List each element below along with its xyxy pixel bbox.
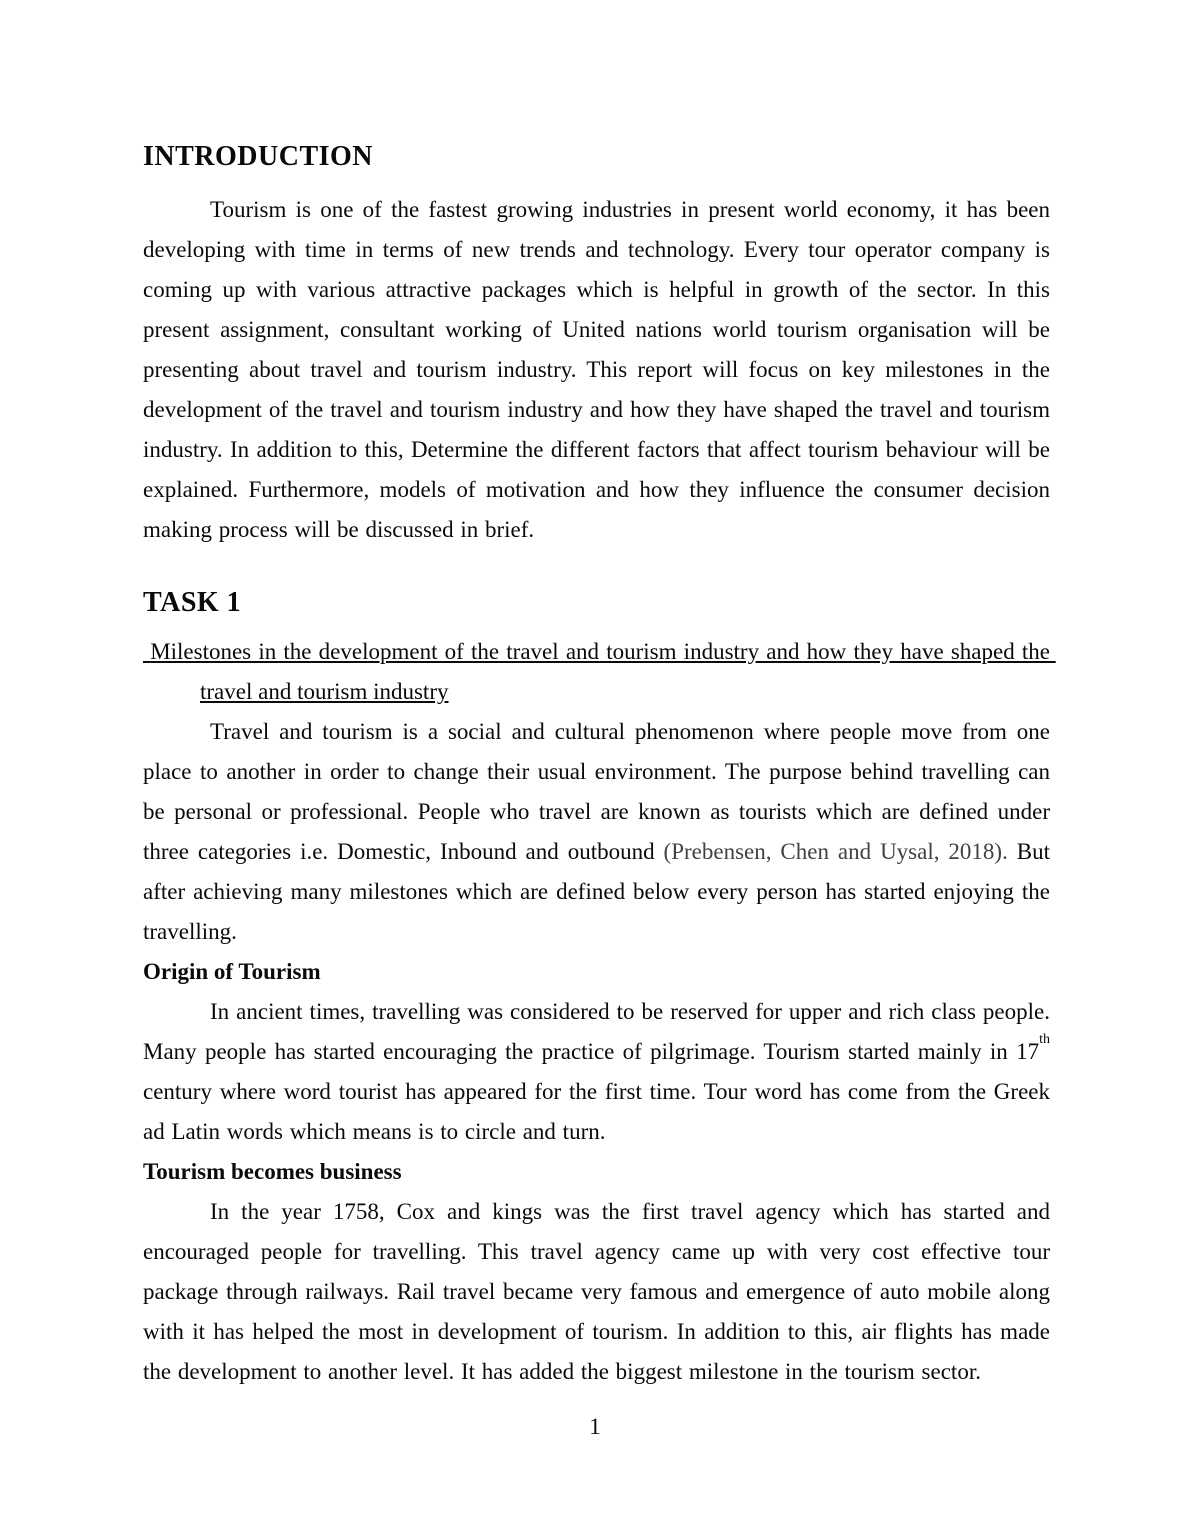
page-number: 1 [589,1414,601,1439]
ordinal-superscript-th: th [1039,1031,1050,1048]
task1-paragraph-text-before-citation: Travel and tourism is a social and cultural phenomenon where people move from one place to another in order to change their usual environment. The purpose behind travelling can be personal or professional. People who travel are known as tourists which are defined under three categories i.e. Domestic, Inbound and outbound [143,719,1050,864]
subsection-heading-origin-of-tourism: Origin of Tourism [143,959,321,984]
subsection-heading-tourism-becomes-business: Tourism becomes business [143,1159,402,1184]
origin-paragraph-text-after-superscript: century where word tourist has appeared for the first time. Tour word has come from the Greek ad Latin words which means is to circle and turn. [143,1079,1050,1144]
citation-prebensen-chen-uysal: (Prebensen, Chen and Uysal, 2018). [663,839,1008,864]
introduction-paragraph: Tourism is one of the fastest growing industries in present world economy, it has been developing with time in terms of new trends and technology. Every tour operator company is coming up with various attractive packages which is helpful in growth of the sector. In this present assignment, consultant working of United nations world tourism organisation will be presenting about travel and tourism industry. This report will focus on key milestones in the development of the travel and tourism industry and how they have shaped the travel and tourism industry. In addition to this, Determine the different factors that affect tourism behaviour will be explained. Furthermore, models of motivation and how they influence the consumer decision making process will be discussed in brief. [143,197,1050,542]
origin-paragraph [143,992,1050,1152]
section-heading-task1: TASK 1 [143,587,242,618]
task1-subheading: Milestones in the development of the travel and tourism industry and how they have shaped the travel and tourism industry [143,639,1056,704]
origin-paragraph-text-before-superscript: In ancient times, travelling was considered to be reserved for upper and rich class people. Many people has started encouraging the practice of pilgrimage. Tourism started mainly in 17 [143,999,1050,1064]
task1-paragraph-text-after-citation: But after achieving many milestones which are defined below every person has started enjoying the travelling. [143,839,1051,944]
section-heading-introduction: INTRODUCTION [143,141,374,172]
task1-paragraph [143,712,1050,952]
page-content [143,140,1056,1392]
business-paragraph: In the year 1758, Cox and kings was the first travel agency which has started and encouraged people for travelling. This travel agency came up with very cost effective tour package through railways. Rail travel became very famous and emergence of auto mobile along with it has helped the most in development of tourism. In addition to this, air flights has made the development to another level. It has added the biggest milestone in the tourism sector. [143,1199,1050,1384]
